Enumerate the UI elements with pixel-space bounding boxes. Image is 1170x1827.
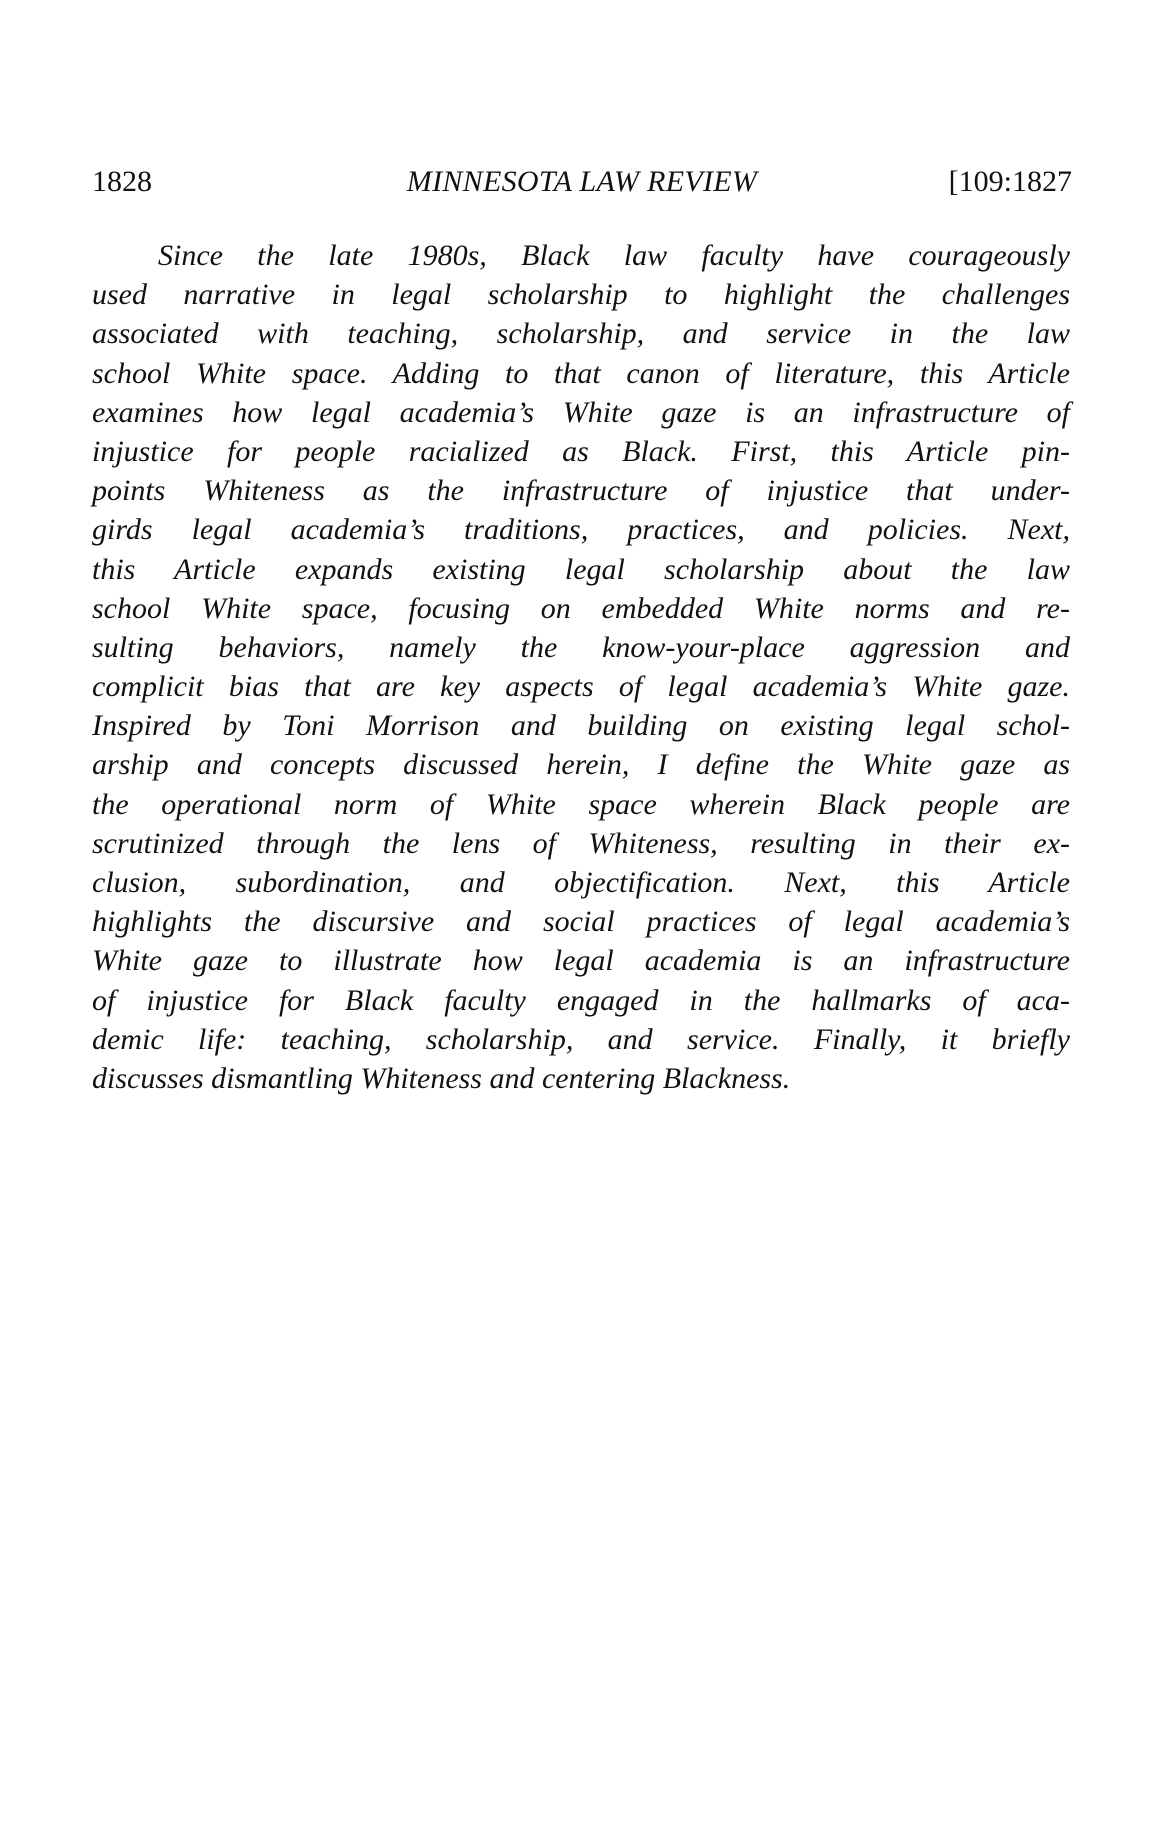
abstract-line: examines how legal academia’s White gaze is an infrastructure of	[92, 395, 1070, 429]
abstract-line: complicit bias that are key aspects of legal academia’s White gaze.	[92, 670, 1070, 704]
abstract-line: arship and concepts discussed herein, I define the White gaze as	[92, 748, 1070, 782]
abstract-line: the operational norm of White space wherein Black people are	[92, 787, 1070, 821]
abstract-line: of injustice for Black faculty engaged in the hallmarks of aca-	[92, 983, 1070, 1017]
abstract-line: demic life: teaching, scholarship, and service. Finally, it briefly	[92, 1022, 1070, 1056]
abstract-line: Inspired by Toni Morrison and building on existing legal schol-	[92, 709, 1070, 743]
abstract-line: this Article expands existing legal scholarship about the law	[92, 552, 1070, 586]
abstract-line: used narrative in legal scholarship to highlight the challenges	[92, 278, 1070, 312]
abstract-line: injustice for people racialized as Black. First, this Article pin-	[92, 434, 1070, 468]
abstract-line: White gaze to illustrate how legal academia is an infrastructure	[92, 944, 1070, 978]
abstract-line: school White space, focusing on embedded White norms and re-	[92, 591, 1070, 625]
abstract-paragraph	[92, 236, 1070, 1098]
abstract-line: scrutinized through the lens of Whiteness, resulting in their ex-	[92, 826, 1070, 860]
volume-citation: [109:1827	[948, 165, 1072, 198]
abstract-line: clusion, subordination, and objectification. Next, this Article	[92, 866, 1070, 899]
abstract-line: highlights the discursive and social practices of legal academia’s	[92, 905, 1070, 939]
abstract-line: Since the late 1980s, Black law faculty have courageously	[158, 239, 1070, 272]
abstract-line: school White space. Adding to that canon of literature, this Article	[92, 356, 1070, 390]
journal-title: MINNESOTA LAW REVIEW	[406, 165, 758, 198]
abstract-line: girds legal academia’s traditions, practices, and policies. Next,	[92, 513, 1070, 547]
abstract-line: associated with teaching, scholarship, and service in the law	[92, 317, 1070, 351]
page-number: 1828	[92, 165, 152, 198]
running-header	[92, 162, 1072, 202]
abstract-line: sulting behaviors, namely the know-your-place aggression and	[92, 630, 1070, 664]
abstract-line: points Whiteness as the infrastructure of injustice that under-	[92, 474, 1070, 508]
abstract-line: discusses dismantling Whiteness and centering Blackness.	[92, 1061, 791, 1095]
